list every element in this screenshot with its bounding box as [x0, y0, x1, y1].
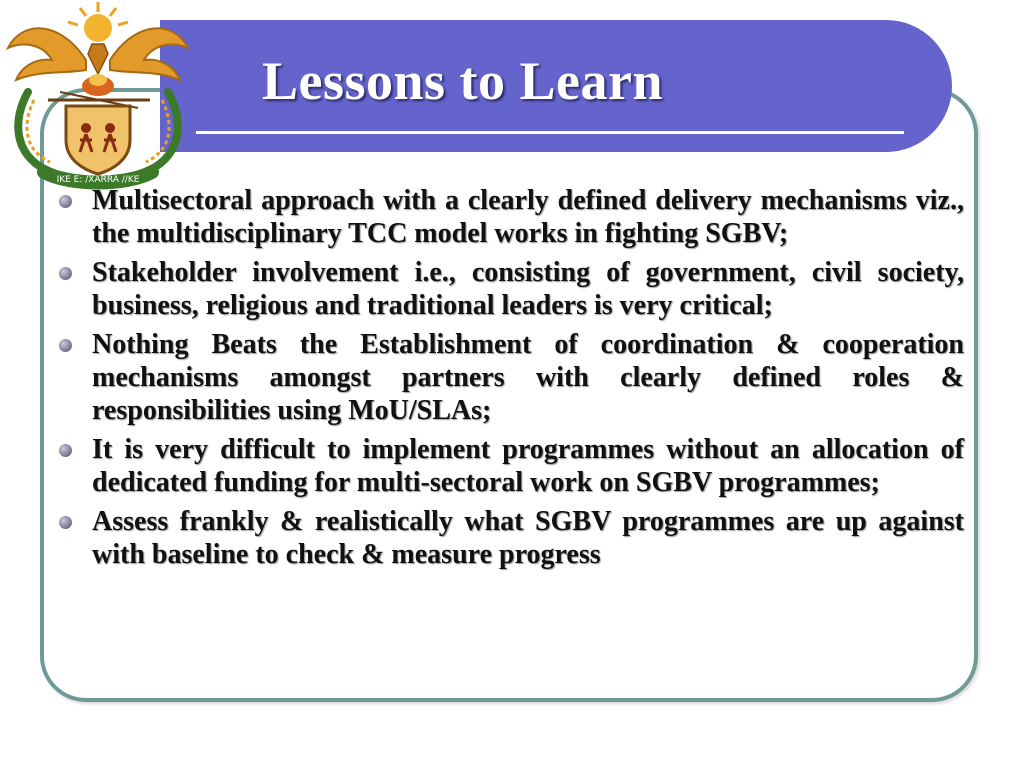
bullet-icon [59, 444, 72, 457]
list-item [50, 184, 964, 250]
bullet-text: Stakeholder involvement i.e., consisting of government, civil society, business, religious and traditional leaders is very critical; [92, 257, 964, 321]
bullet-icon [59, 195, 72, 208]
protea-flower-icon [82, 74, 114, 96]
list-item [50, 256, 964, 322]
slide-title: Lessons to Learn [262, 51, 664, 111]
bullet-icon [59, 267, 72, 280]
bullet-icon [59, 339, 72, 352]
bullet-text: Nothing Beats the Establishment of coordination & cooperation mechanisms amongst partners with clearly defined roles & responsibilities using MoU/SLAs; [92, 329, 964, 426]
list-item [50, 328, 964, 427]
bullet-icon [59, 516, 72, 529]
list-item [50, 433, 964, 499]
shield-icon [66, 106, 130, 174]
list-item [50, 505, 964, 571]
bullet-text: Multisectoral approach with a clearly defined delivery mechanisms viz., the multidisciplinary TCC model works in fighting SGBV; [92, 185, 964, 249]
bullet-text: It is very difficult to implement programmes without an allocation of dedicated funding for multi-sectoral work on SGBV programmes; [92, 434, 964, 498]
lessons-list [50, 184, 964, 577]
sun-icon [68, 2, 128, 42]
emblem-motto: IKE E: /XARRA //KE [56, 175, 140, 185]
bullet-text: Assess frankly & realistically what SGBV programmes are up against with baseline to check & measure progress [92, 506, 964, 570]
coat-of-arms-emblem [0, 0, 196, 190]
title-underline [196, 131, 904, 134]
